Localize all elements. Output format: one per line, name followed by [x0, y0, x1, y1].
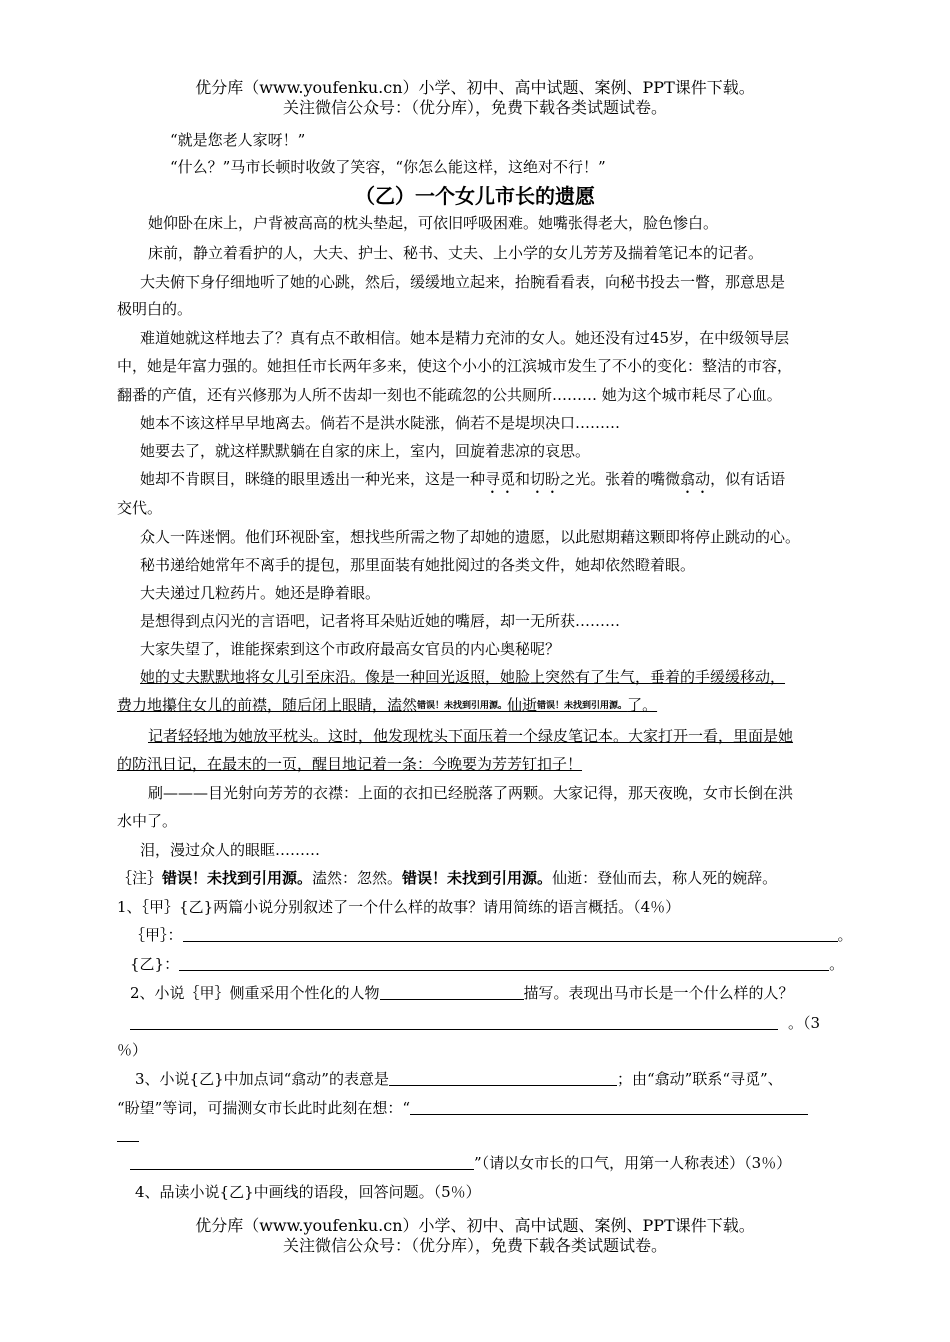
q3-answer-blank-4[interactable]: [130, 1155, 474, 1170]
question-2: [130, 983, 794, 1003]
paragraph-8: 众人一阵迷惘。他们环视卧室，想找些所需之物了却她的遗愿，以此慰期藉这颗即将停止跳动的心。: [140, 528, 801, 546]
q1-yi-label: {乙}：: [130, 955, 180, 973]
note-text-1: 溘然：忽然。: [312, 869, 403, 887]
question-4: 4、品读小说{乙}中画线的语段，回答问题。（5％）: [135, 1183, 481, 1201]
paragraph-4-line-2: 中，她是年富力强的。她担任市长两年多来，使这个小小的江滨城市发生了不小的变化：整洁的市容，: [117, 357, 793, 375]
paragraph-3-line-2: 极明白的。: [117, 300, 193, 318]
underlined-paragraph-14-line-2: 的防汛日记，在最末的一页，醒目地记着一条：今晚要为芳芳钉扣子！: [117, 755, 583, 773]
q3-text-4: ”（请以女市长的口气，用第一人称表述）（3％）: [474, 1154, 792, 1172]
paragraph-9: 秘书递给她常年不离手的提包，那里面装有她批阅过的各类文件，她却依然瞪着眼。: [140, 556, 696, 574]
paragraph-4-line-3: 翻番的产值，还有兴修那为人所不齿却一刻也不能疏忽的公共厕所……… 她为这个城市耗尽了心血。: [117, 386, 782, 404]
p7-text-2: 和: [515, 470, 531, 488]
paragraph-5: 她本不该这样早早地离去。倘若不是洪水陡涨，倘若不是堤坝决口………: [140, 414, 621, 432]
footer-line-2: 关注微信公众号：（优分库），免费下载各类试题试卷。: [282, 1236, 667, 1255]
note-label: ｛注｝: [117, 869, 163, 887]
q3-text-3: “盼望”等词，可揣测女市长此时此刻在想：“: [117, 1099, 411, 1117]
q2-text-1: 2、小说｛甲｝侧重采用个性化的人物: [130, 984, 380, 1002]
question-1-jia-row: [130, 925, 853, 945]
header-line-1: 优分库（www.youfenku.cn）小学、初中、高中试题、案例、PPT课件下载。: [195, 78, 755, 97]
q1-jia-label: ｛甲｝：: [130, 926, 183, 944]
paragraph-16: 泪，漫过众人的眼眶………: [140, 841, 321, 859]
paragraph-15-line-1: 刷———目光射向芳芳的衣襟：上面的衣扣已经脱落了两颗。大家记得，那天夜晚，女市长倒在洪: [148, 784, 794, 802]
paragraph-15-line-2: 水中了。: [117, 812, 178, 830]
paragraph-12: 大家失望了，谁能探索到这个市政府最高女官员的内心奥秘呢？: [140, 640, 561, 658]
note-text-2: 仙逝：登仙而去，称人死的婉辞。: [552, 869, 778, 887]
p7-text-1: 她却不肯瞑目，眯缝的眼里透出一种光来，这是一种: [140, 470, 486, 488]
annotation-note: [117, 868, 777, 888]
paragraph-7-line-1: [140, 469, 785, 497]
question-3-line-2: [117, 1098, 808, 1118]
q1-yi-answer-blank[interactable]: [179, 956, 829, 971]
p13-text-2: 仙逝: [507, 696, 538, 714]
dialogue-line-2: “什么？”马市长顿时收敛了笑容，“你怎么能这样，这绝对不行！”: [170, 158, 606, 176]
underlined-paragraph-14-line-1: 记者轻轻地为她放平枕头。这时，他发现枕头下面压着一个绿皮笔记本。大家打开一看，里面是她: [148, 727, 794, 745]
question-2-score: ％）: [117, 1041, 148, 1059]
q3-text-2: ；由“翕动”联系“寻觅”、: [616, 1070, 783, 1088]
q2-text-2: 描写。表现出马市长是一个什么样的人？: [523, 984, 794, 1002]
q1-jia-answer-blank[interactable]: [183, 927, 838, 942]
paragraph-6: 她要去了，就这样默默躺在自家的床上，室内，回旋着悲凉的哀思。: [140, 442, 591, 460]
story-title: （乙）一个女儿市长的遗愿: [355, 184, 595, 208]
reference-error-1: 错误！未找到引用源。: [417, 701, 508, 711]
q3-answer-blank-1[interactable]: [389, 1071, 617, 1086]
p7-text-4: ，似有话语: [710, 470, 786, 488]
question-3-line-4: [130, 1153, 791, 1173]
p13-text-3: 了。: [627, 696, 658, 714]
paragraph-3-line-1: 大夫俯下身仔细地听了她的心跳，然后，缓缓地立起来，抬腕看看表，向秘书投去一瞥，那意思是: [140, 273, 786, 291]
q2-text-3: 。（3: [788, 1014, 821, 1032]
question-1: 1、｛甲｝{乙}两篇小说分别叙述了一个什么样的故事？请用简练的语言概括。（4％）: [117, 898, 681, 916]
question-2-answer-row: [130, 1013, 820, 1033]
paragraph-11: 是想得到点闪光的言语吧，记者将耳朵贴近她的嘴唇，却一无所获………: [140, 612, 621, 630]
dotted-word-xunmi: 寻觅: [485, 470, 516, 488]
q3-answer-blank-2[interactable]: [410, 1100, 808, 1115]
reference-error-2: 错误！未找到引用源。: [537, 701, 628, 711]
p7-text-3: 之光。张着的嘴微: [560, 470, 681, 488]
note-error-1: 错误！未找到引用源。: [162, 869, 313, 887]
question-1-yi-row: [130, 954, 844, 974]
q1-jia-end: 。: [837, 926, 853, 944]
question-3: [135, 1069, 783, 1089]
paragraph-1: 她仰卧在床上，户背被高高的枕头垫起，可依旧呼吸困难。她嘴张得老大，脸色惨白。: [148, 214, 719, 232]
paragraph-10: 大夫递过几粒药片。她还是睁着眼。: [140, 584, 381, 602]
question-3-line-3: [117, 1125, 139, 1145]
paragraph-7-line-2: 交代。: [117, 499, 163, 517]
p13-text-1: 费力地攥住女儿的前襟，随后闭上眼睛，溘然: [117, 696, 418, 714]
underlined-paragraph-13-line-2: [117, 695, 657, 716]
q2-answer-blank-1[interactable]: [380, 985, 524, 1000]
note-error-2: 错误！未找到引用源。: [402, 869, 553, 887]
dialogue-line-1: “就是您老人家呀！”: [170, 131, 306, 149]
q2-answer-blank-2[interactable]: [130, 1015, 778, 1030]
paragraph-2: 床前，静立着看护的人，大夫、护士、秘书、丈夫、上小学的女儿芳芳及揣着笔记本的记者。: [148, 244, 764, 262]
underlined-paragraph-13-line-1: 她的丈夫默默地将女儿引至床沿。像是一种回光返照，她脸上突然有了生气，垂着的手缓缓移动，: [140, 668, 786, 686]
q3-text-1: 3、小说{乙}中加点词“翕动”的表意是: [135, 1070, 389, 1088]
footer-line-1: 优分库（www.youfenku.cn）小学、初中、高中试题、案例、PPT课件下载。: [195, 1216, 755, 1235]
paragraph-4-line-1: 难道她就这样地去了？真有点不敢相信。她本是精力充沛的女人。她还没有过45岁，在中级领导层: [140, 329, 790, 347]
dotted-word-xidong: 翕动: [680, 470, 711, 488]
q3-answer-blank-3[interactable]: [117, 1127, 139, 1142]
dotted-word-qiepan: 切盼: [530, 470, 561, 488]
q1-yi-end: 。: [829, 955, 845, 973]
header-line-2: 关注微信公众号：（优分库），免费下载各类试题试卷。: [282, 98, 667, 117]
